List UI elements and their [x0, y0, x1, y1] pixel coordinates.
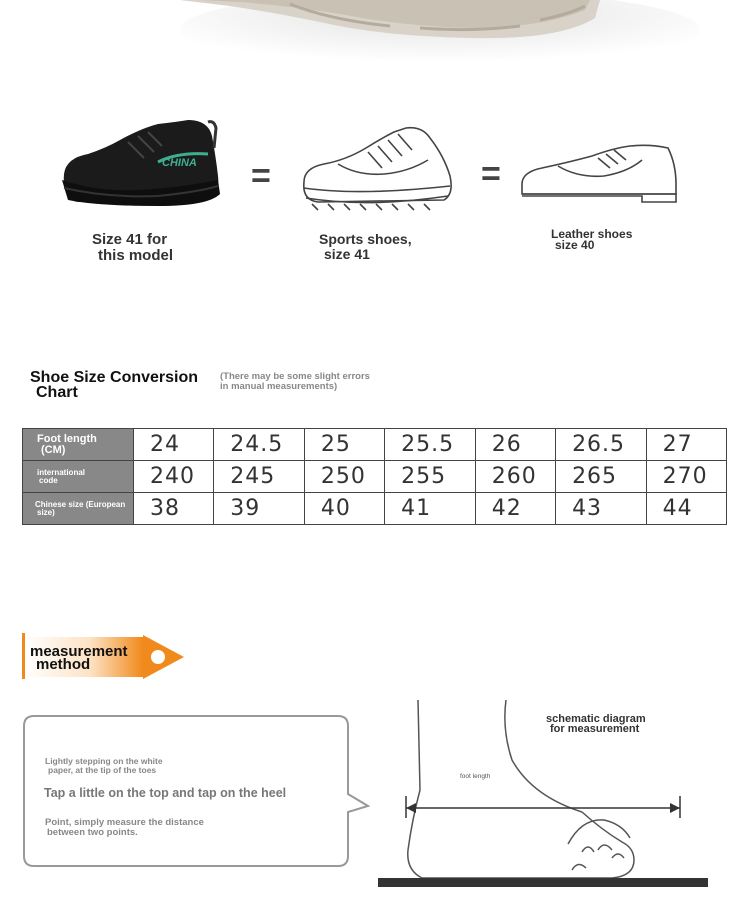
- conversion-chart-note: (There may be some slight errors in manual measurements): [220, 371, 370, 392]
- table-row: [23, 493, 727, 525]
- table-cell: 40: [304, 493, 384, 525]
- row-header-chinese-size: Chinese size (European size): [23, 493, 134, 525]
- table-cell: 41: [385, 493, 476, 525]
- table-cell: 24.5: [214, 429, 305, 461]
- table-cell: 43: [556, 493, 647, 525]
- table-cell: 270: [646, 461, 726, 493]
- table-cell: 26.5: [556, 429, 647, 461]
- size-conversion-table: [22, 428, 727, 525]
- table-cell: 240: [134, 461, 214, 493]
- equals-sign: =: [481, 155, 501, 193]
- instruction-step3: Point, simply measure the distance between two points.: [45, 817, 204, 838]
- table-cell: 44: [646, 493, 726, 525]
- comparison-label-sports: Sports shoes, size 41: [319, 231, 412, 262]
- foot-measurement-diagram: [372, 700, 717, 900]
- measurement-method-title: measurement method: [30, 643, 128, 673]
- table-cell: 250: [304, 461, 384, 493]
- equals-sign: =: [251, 157, 271, 195]
- table-cell: 42: [475, 493, 555, 525]
- table-cell: 245: [214, 461, 305, 493]
- schematic-diagram-title: schematic diagram for measurement: [546, 713, 646, 736]
- sports-shoe-sketch: [298, 124, 458, 212]
- instruction-step1: Lightly stepping on the white paper, at the tip of the toes: [45, 756, 163, 775]
- foot-length-label: foot length: [460, 773, 491, 780]
- row-header-foot-length: Foot length (CM): [23, 429, 134, 461]
- table-row: [23, 429, 727, 461]
- table-cell: 24: [134, 429, 214, 461]
- table-cell: 25: [304, 429, 384, 461]
- conversion-chart-title: Shoe Size Conversion Chart: [30, 369, 199, 402]
- table-cell: 265: [556, 461, 647, 493]
- table-cell: 27: [646, 429, 726, 461]
- instruction-step2: Tap a little on the top and tap on the heel: [44, 786, 287, 800]
- svg-text:CHINA: CHINA: [162, 157, 197, 169]
- table-cell: 38: [134, 493, 214, 525]
- leather-shoe-sketch: [518, 140, 683, 206]
- black-sneaker-image: [58, 118, 226, 210]
- table-cell: 39: [214, 493, 305, 525]
- comparison-label-leather: Leather shoes size 40: [551, 227, 633, 252]
- table-cell: 260: [475, 461, 555, 493]
- table-cell: 25.5: [385, 429, 476, 461]
- shoe-sole-fragment-image: [0, 0, 750, 70]
- comparison-label-model: Size 41 for this model: [92, 231, 174, 264]
- table-cell: 255: [385, 461, 476, 493]
- table-cell: 26: [475, 429, 555, 461]
- table-row: [23, 461, 727, 493]
- row-header-international-code: international code: [23, 461, 134, 493]
